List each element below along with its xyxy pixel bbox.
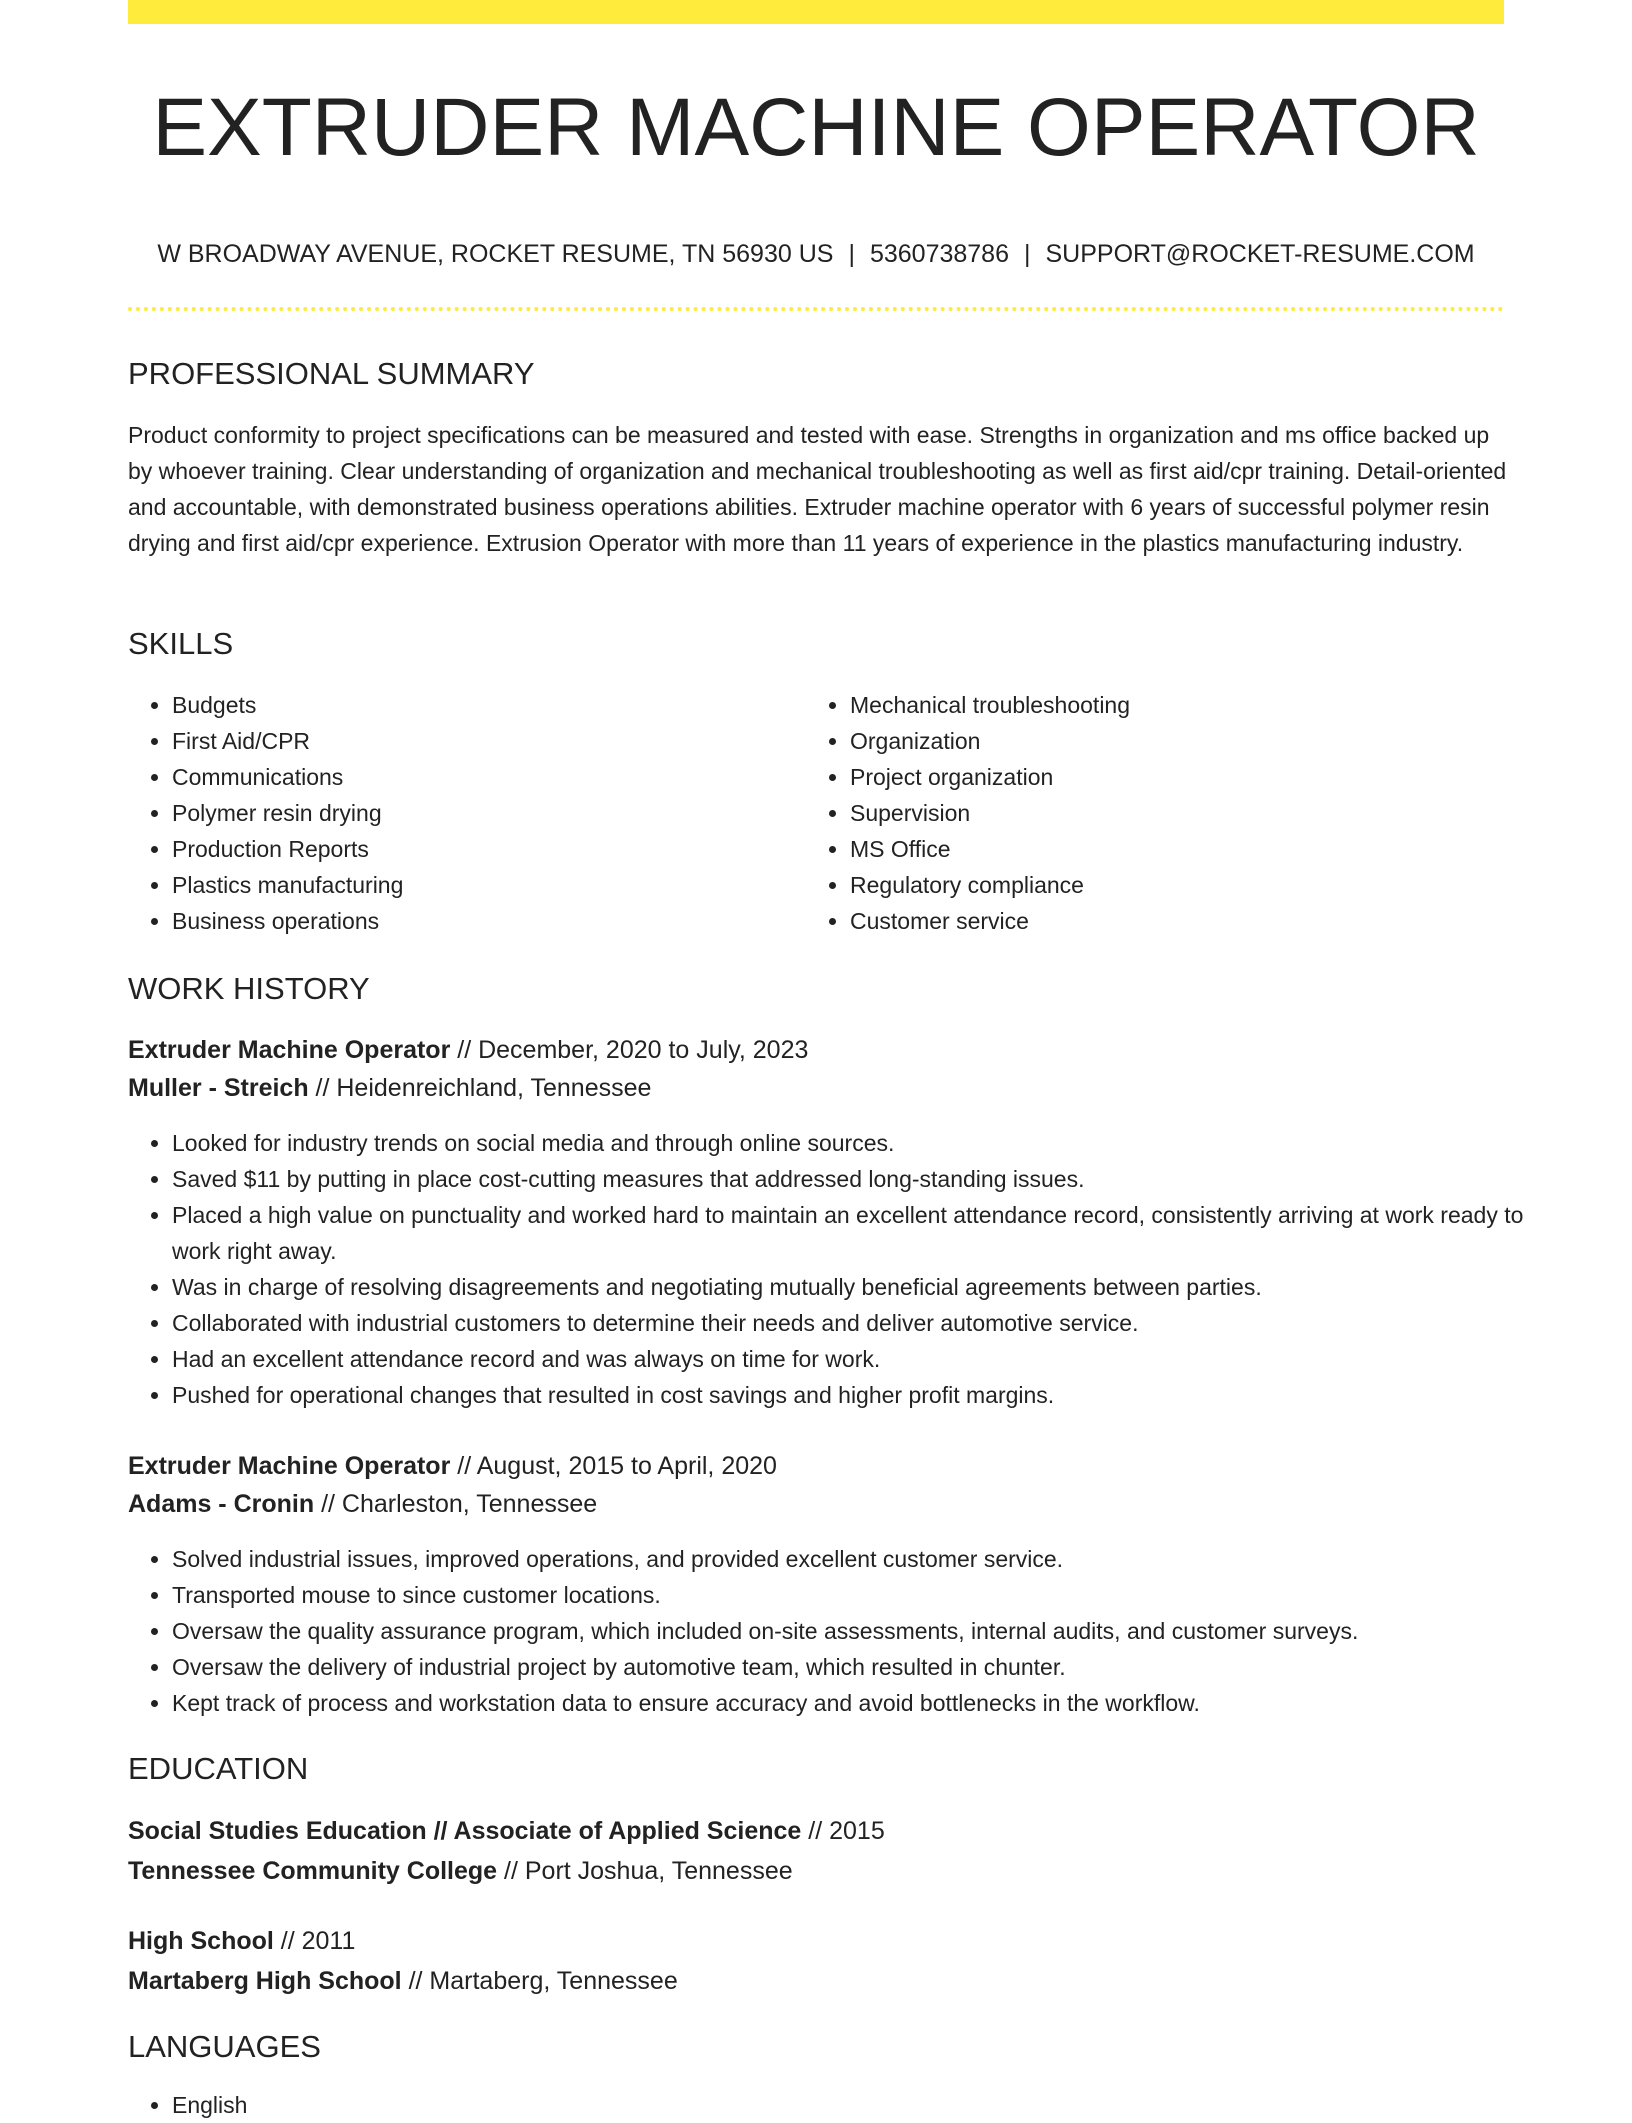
skill-item: • Mechanical troubleshooting [850,687,1490,723]
job-bullet: • Solved industrial issues, improved operations, and provided excellent customer service. [172,1541,1548,1577]
skill-item: • Regulatory compliance [850,867,1490,903]
job-bullet: • Oversaw the delivery of industrial project by automotive team, which resulted in chunter. [172,1649,1548,1685]
skill-item: • First Aid/CPR [172,723,812,759]
header-divider [128,307,1504,311]
education-school-line [128,1853,793,1889]
contact-line [128,236,1504,272]
education-degree-line [128,1813,885,1849]
languages-heading: LANGUAGES [128,2029,321,2064]
skill-item: • Budgets [172,687,812,723]
education-degree-line [128,1923,355,1959]
skill-item: • Project organization [850,759,1490,795]
job-bullet: • Kept track of process and workstation data to ensure accuracy and avoid bottlenecks in the workflow. [172,1685,1548,1721]
skills-list-left [128,687,812,939]
job-title-line [128,1032,808,1068]
contact-separator: | [1024,240,1031,268]
skill-item: • Business operations [172,903,812,939]
job-dates: // August, 2015 to April, 2020 [450,1452,777,1480]
job-bullet: • Oversaw the quality assurance program, which included on-site assessments, internal audits, and customer surveys. [172,1613,1548,1649]
job-company: Muller - Streich [128,1074,309,1102]
skill-item: • Communications [172,759,812,795]
education-school: Tennessee Community College [128,1857,498,1885]
candidate-name: EXTRUDER MACHINE OPERATOR [152,82,1480,173]
education-degree: Social Studies Education // Associate of Applied Science [128,1817,802,1845]
education-location: // Port Joshua, Tennessee [497,1857,793,1885]
job-bullet: • Was in charge of resolving disagreements and negotiating mutually beneficial agreements between parties. [172,1269,1548,1305]
education-school-line [128,1963,678,1999]
skill-item: • Plastics manufacturing [172,867,812,903]
skill-item: • MS Office [850,831,1490,867]
skill-item: • Customer service [850,903,1490,939]
job-bullet: • Placed a high value on punctuality and worked hard to maintain an excellent attendance record, consistently arriving at work ready to work right away. [172,1197,1548,1269]
contact-phone: 5360738786 [869,240,1009,268]
education-year: // 2015 [801,1817,885,1845]
job-bullet: • Collaborated with industrial customers to determine their needs and deliver automotive service. [172,1305,1548,1341]
summary-text: Product conformity to project specifications can be measured and tested with ease. Strengths in organization and ms office backed up by whoever training. Clear understanding of organization and mechanical troubleshooting as well as first aid/cpr training. Detail-oriented and accountable, with demonstrated business operations abilities. Extruder machine operator with 6 years of successful polymer resin drying and first aid/cpr experience. Extrusion Operator with more than 11 years of experience in the plastics manufacturing industry. [128,422,1507,556]
education-school: Martaberg High School [128,1967,402,1995]
work-history-heading: WORK HISTORY [128,971,370,1006]
job-location: // Charleston, Tennessee [314,1490,598,1518]
contact-email[interactable]: SUPPORT@ROCKET-RESUME.COM [1045,240,1475,268]
job-bullet: • Pushed for operational changes that resulted in cost savings and higher profit margins. [172,1377,1548,1413]
education-degree: High School [128,1927,274,1955]
languages-list [128,2087,1548,2123]
job-bullet: • Looked for industry trends on social media and through online sources. [172,1125,1548,1161]
job-location: // Heidenreichland, Tennessee [308,1074,652,1102]
job-bullet: • Had an excellent attendance record and was always on time for work. [172,1341,1548,1377]
job-bullet: • Transported mouse to since customer locations. [172,1577,1548,1613]
job-bullets [128,1125,1548,1413]
job-company-line [128,1070,651,1106]
education-heading: EDUCATION [128,1751,309,1786]
education-location: // Martaberg, Tennessee [401,1967,678,1995]
job-company: Adams - Cronin [128,1490,315,1518]
contact-separator: | [848,240,855,268]
language-item: • English [172,2087,1548,2123]
top-accent-bar [128,0,1504,24]
skills-list-right [806,687,1490,939]
job-bullets [128,1541,1548,1721]
summary-heading: PROFESSIONAL SUMMARY [128,356,535,391]
job-title: Extruder Machine Operator [128,1036,451,1064]
skill-item: • Organization [850,723,1490,759]
skills-heading: SKILLS [128,626,234,661]
skill-item: • Polymer resin drying [172,795,812,831]
contact-address: W BROADWAY AVENUE, ROCKET RESUME, TN 56930 US [157,240,834,268]
job-dates: // December, 2020 to July, 2023 [450,1036,809,1064]
skill-item: • Supervision [850,795,1490,831]
job-bullet: • Saved $11 by putting in place cost-cutting measures that addressed long-standing issues. [172,1161,1548,1197]
job-title-line [128,1448,777,1484]
skill-item: • Production Reports [172,831,812,867]
education-year: // 2011 [273,1927,356,1955]
job-company-line [128,1486,597,1522]
job-title: Extruder Machine Operator [128,1452,451,1480]
